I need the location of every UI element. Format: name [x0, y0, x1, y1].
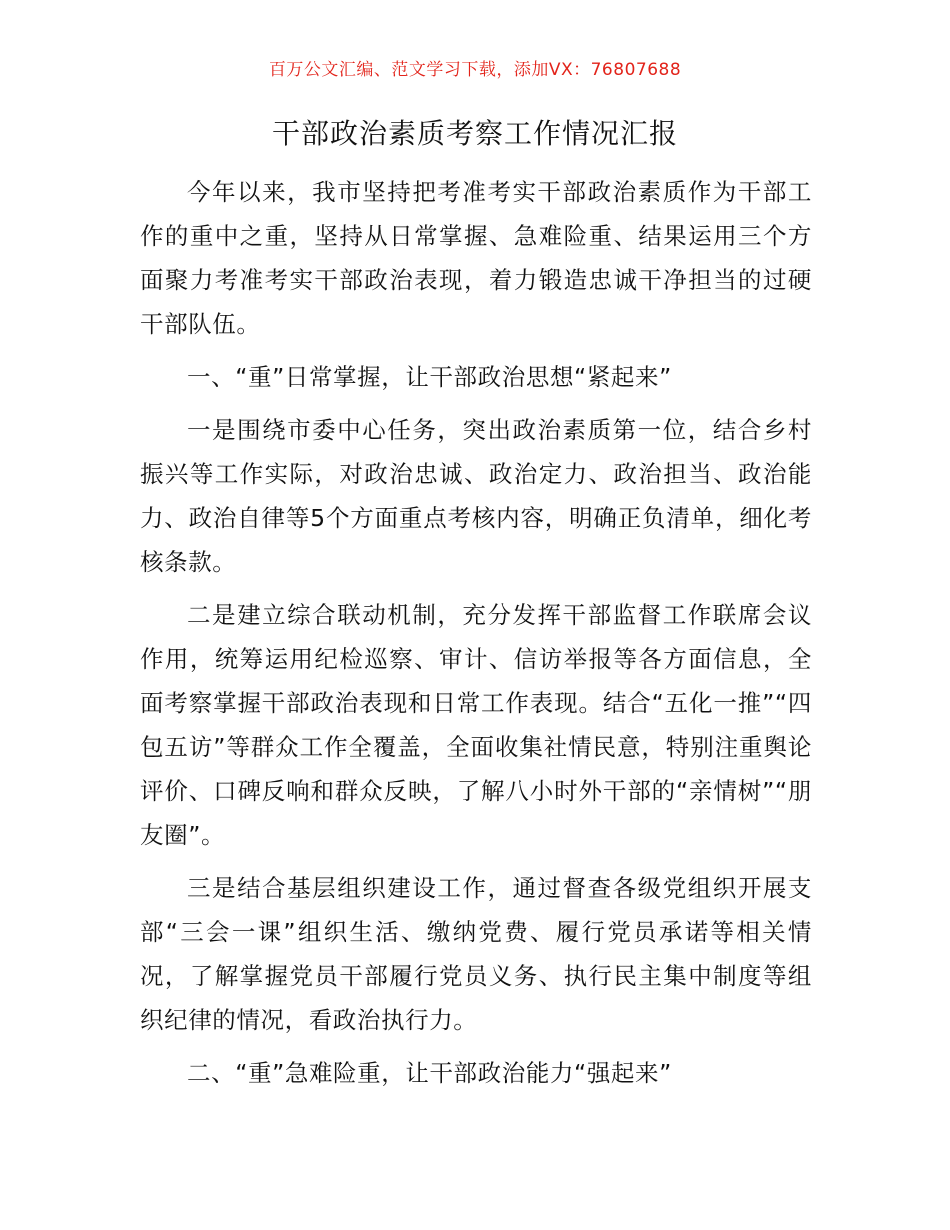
- document-title: 干部政治素质考察工作情况汇报: [271, 117, 678, 150]
- section-heading-1: 一、“重”日常掌握，让干部政治思想“紧起来”: [187, 363, 672, 391]
- body-paragraph: 二是建立综合联动机制，充分发挥干部监督工作联席会议作用，统筹运用纪检巡察、审计、信访举报等各方面信息，全面考察掌握干部政治表现和日常工作表现。结合“五化一推”“四包五访”等群众工作全覆盖，全面收集社情民意，特别注重舆论评价、口碑反响和群众反映，了解八小时外干部的“亲情树”“朋友圈”。: [140, 601, 812, 849]
- body-paragraph: 一是围绕市委中心任务，突出政治素质第一位，结合乡村振兴等工作实际，对政治忠诚、政治定力、政治担当、政治能力、政治自律等5个方面重点考核内容，明确正负清单，细化考核条款。: [140, 416, 812, 576]
- document-body: [140, 170, 812, 1095]
- intro-paragraph: 今年以来，我市坚持把考准考实干部政治素质作为干部工作的重中之重，坚持从日常掌握、急难险重、结果运用三个方面聚力考准考实干部政治表现，着力锻造忠诚干净担当的过硬干部队伍。: [140, 178, 812, 338]
- body-paragraph: 三是结合基层组织建设工作，通过督查各级党组织开展支部“三会一课”组织生活、缴纳党费、履行党员承诺等相关情况，了解掌握党员干部履行党员义务、执行民主集中制度等组织纪律的情况，看政治执行力。: [140, 874, 812, 1034]
- header-promo-note: 百万公文汇编、范文学习下载，添加VX：76807688: [268, 60, 682, 80]
- section-heading-2: 二、“重”急难险重，让干部政治能力“强起来”: [187, 1059, 672, 1087]
